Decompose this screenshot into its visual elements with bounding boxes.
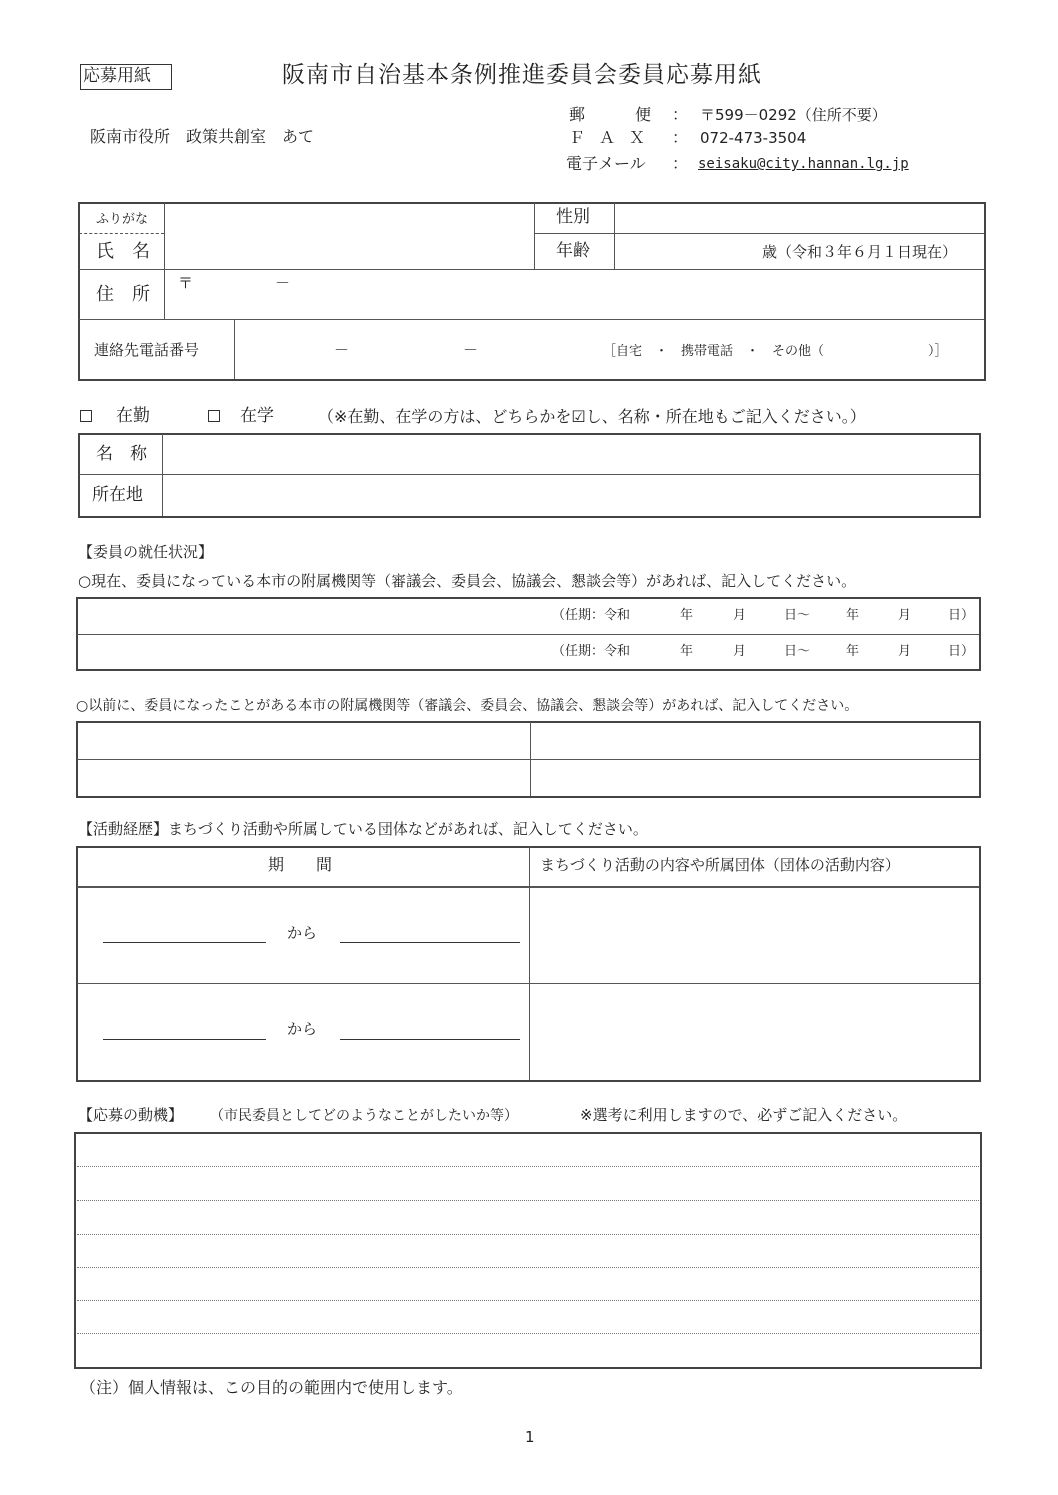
term-day-start: 日～ xyxy=(784,644,811,659)
term-year-end: 年 xyxy=(846,644,860,659)
committee-heading: 【委員の就任状況】 xyxy=(78,543,214,561)
name-label: 氏 名 xyxy=(96,241,150,262)
org-name-label: 名 称 xyxy=(96,444,147,464)
divider xyxy=(79,233,164,234)
writing-line xyxy=(77,1267,979,1268)
motivation-heading: 【応募の動機】 xyxy=(78,1106,184,1124)
contact-fax-value: 072-473-3504 xyxy=(700,129,807,147)
phone-dash-2: － xyxy=(463,341,479,359)
age-suffix: 歳（令和３年６月１日現在） xyxy=(762,243,958,261)
period-from-label: から xyxy=(287,924,318,942)
divider xyxy=(77,886,979,888)
writing-line xyxy=(77,1200,979,1201)
school-checkbox[interactable] xyxy=(208,410,220,422)
name-input[interactable] xyxy=(166,235,532,268)
activity-content-input[interactable] xyxy=(531,889,978,982)
writing-line xyxy=(77,1333,979,1334)
term-year-start: 年 xyxy=(680,644,694,659)
furigana-label: ふりがな xyxy=(96,212,149,227)
contact-fax-sep: ： xyxy=(672,128,689,147)
divider xyxy=(79,269,984,270)
term-prefix: （任期：令和 xyxy=(552,644,631,659)
work-school-note: （※在勤、在学の方は、どちらかを☑し、名称・所在地もご記入ください。） xyxy=(318,407,866,426)
term-year-end: 年 xyxy=(846,608,860,623)
period-from-line[interactable] xyxy=(103,942,266,943)
work-checkbox[interactable] xyxy=(80,410,92,422)
content-header: まちづくり活動の内容や所属団体（団体の活動内容） xyxy=(540,856,900,874)
contact-postal-label: 郵 便 xyxy=(569,105,658,124)
divider xyxy=(162,434,163,516)
page-number: 1 xyxy=(525,1428,535,1446)
term-month-end: 月 xyxy=(898,644,912,659)
committee-past-text: ○以前に、委員になったことがある本市の附属機関等（審議会、委員会、協議会、懇談会等）があれば、記入してください。 xyxy=(76,698,859,714)
phone-type-options[interactable]: ［自宅 ・ 携帯電話 ・ その他（ ）］ xyxy=(603,344,948,359)
activity-content-input[interactable] xyxy=(531,985,978,1079)
gender-label: 性別 xyxy=(556,207,590,227)
writing-line xyxy=(77,1234,979,1235)
divider xyxy=(164,203,165,319)
age-label: 年齢 xyxy=(556,241,590,261)
term-year-start: 年 xyxy=(680,608,694,623)
past-committee-input[interactable] xyxy=(79,724,528,757)
term-month-start: 月 xyxy=(733,644,747,659)
divider xyxy=(79,319,984,320)
writing-line xyxy=(77,1166,979,1167)
committee-current-text: ○現在、委員になっている本市の附属機関等（審議会、委員会、協議会、懇談会等）があれば、記入してください。 xyxy=(78,572,857,590)
contact-postal-value: 〒599－0292（住所不要） xyxy=(700,106,887,124)
form-tag xyxy=(80,64,172,90)
divider xyxy=(77,983,979,984)
divider xyxy=(534,203,535,269)
contact-fax-label: ＦＡＸ xyxy=(569,128,660,147)
org-location-label: 所在地 xyxy=(92,485,143,505)
divider xyxy=(614,203,615,269)
contact-email-label: 電子メール xyxy=(566,154,646,173)
work-option-label: 在勤 xyxy=(116,406,150,426)
school-option-label: 在学 xyxy=(240,406,274,426)
phone-label: 連絡先電話番号 xyxy=(94,341,200,359)
divider xyxy=(77,759,979,760)
past-committee-input[interactable] xyxy=(532,724,978,757)
period-to-line[interactable] xyxy=(340,1039,520,1040)
phone-input[interactable] xyxy=(236,321,596,378)
term-day-end: 日） xyxy=(948,608,975,623)
contact-email-value: seisaku@city.hannan.lg.jp xyxy=(698,156,909,172)
motivation-sub: （市民委員としてどのようなことがしたいか等） xyxy=(210,1108,518,1124)
age-input[interactable] xyxy=(616,235,761,268)
furigana-input[interactable] xyxy=(166,204,532,232)
gender-input[interactable] xyxy=(616,204,984,232)
period-header: 期 間 xyxy=(268,855,333,874)
term-month-end: 月 xyxy=(898,608,912,623)
postal-dash: － xyxy=(275,274,291,292)
contact-email-sep: ： xyxy=(672,154,689,173)
page-title: 阪南市自治基本条例推進委員会委員応募用紙 xyxy=(282,62,762,88)
activity-heading: 【活動経歴】まちづくり活動や所属している団体などがあれば、記入してください。 xyxy=(78,820,648,838)
org-location-input[interactable] xyxy=(164,476,979,516)
address-input[interactable] xyxy=(166,271,984,318)
org-name-input[interactable] xyxy=(164,435,979,473)
recipient: 阪南市役所 政策共創室 あて xyxy=(90,127,315,146)
current-committee-input[interactable] xyxy=(80,600,540,632)
term-day-end: 日） xyxy=(948,644,975,659)
current-committee-input[interactable] xyxy=(80,637,540,669)
divider xyxy=(234,319,235,379)
past-committee-input[interactable] xyxy=(532,761,978,795)
past-committee-input[interactable] xyxy=(79,761,528,795)
privacy-note: （注）個人情報は、この目的の範囲内で使用します。 xyxy=(80,1378,463,1397)
writing-line xyxy=(77,1300,979,1301)
period-from-line[interactable] xyxy=(103,1039,266,1040)
term-month-start: 月 xyxy=(733,608,747,623)
period-to-line[interactable] xyxy=(340,942,520,943)
contact-postal-sep: ： xyxy=(672,105,689,124)
phone-dash-1: － xyxy=(334,341,350,359)
address-label: 住 所 xyxy=(96,284,150,305)
divider xyxy=(77,634,979,635)
divider xyxy=(534,233,984,234)
term-day-start: 日～ xyxy=(784,608,811,623)
divider xyxy=(529,847,530,1080)
term-prefix: （任期：令和 xyxy=(552,608,631,623)
divider xyxy=(79,474,979,475)
form-tag-label: 応募用紙 xyxy=(83,66,151,86)
postal-mark: 〒 xyxy=(178,274,194,292)
period-from-label: から xyxy=(287,1020,318,1038)
motivation-required: ※選考に利用しますので、必ずご記入ください。 xyxy=(580,1106,908,1124)
